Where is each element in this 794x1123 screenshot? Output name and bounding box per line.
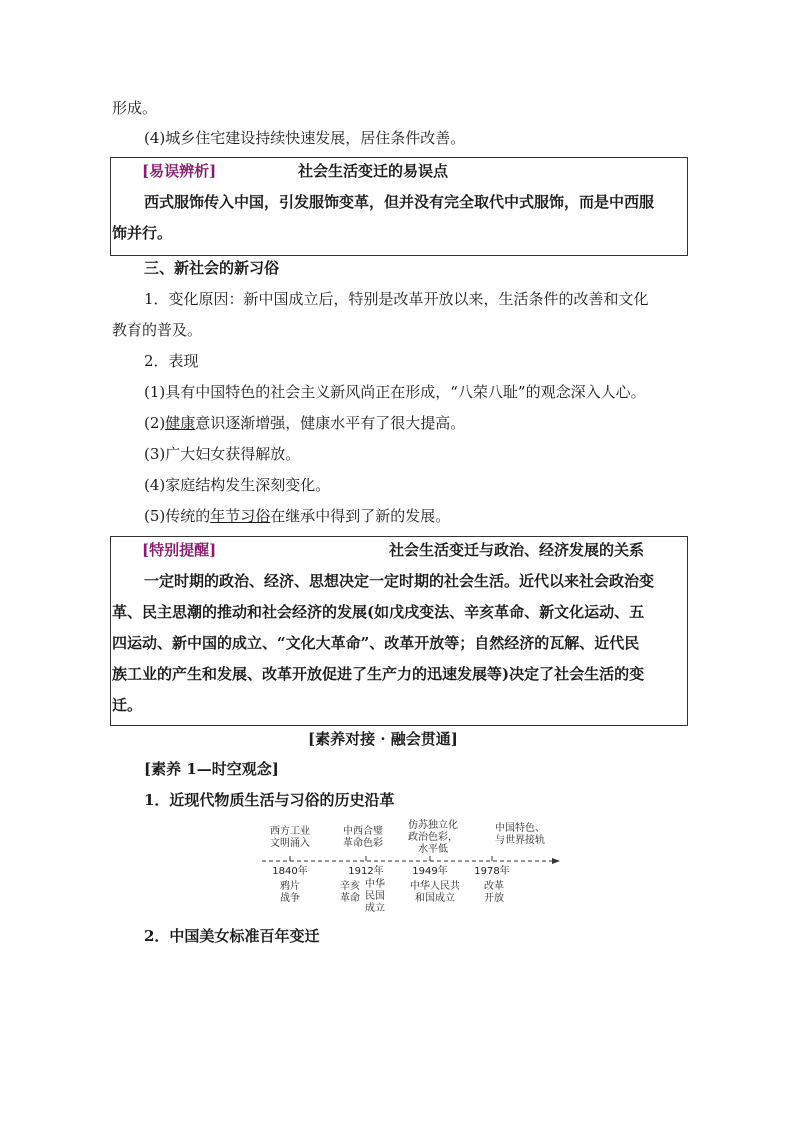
box-body-line: 迁。 bbox=[112, 696, 143, 714]
item-heading: 1．近现代物质生活与习俗的历史沿革 bbox=[144, 791, 395, 809]
timeline-below-label: 鸦片 战争 bbox=[280, 881, 300, 904]
text-line: (4)家庭结构发生深刻变化。 bbox=[144, 476, 331, 494]
section-heading: 三、新社会的新习俗 bbox=[144, 259, 280, 277]
text-line: (2)健康意识逐渐增强，健康水平有了很大提高。 bbox=[144, 414, 466, 432]
timeline-above-label: 西方工业 文明涌入 bbox=[270, 826, 310, 849]
underlined-term: 健康 bbox=[165, 414, 196, 432]
timeline-below-label: 中华 民国 成立 bbox=[365, 879, 385, 914]
box-tag: [特别提醒] bbox=[142, 541, 217, 559]
box-body-line: 四运动、新中国的成立、“文化大革命”、改革开放等；自然经济的瓦解、近代民 bbox=[112, 634, 640, 652]
box-body-line: 革、民主思潮的推动和社会经济的发展(如戊戌变法、辛亥革命、新文化运动、五 bbox=[112, 603, 645, 621]
timeline-year: 1978年 bbox=[474, 866, 510, 877]
timeline-below-label: 中华人民共 和国成立 bbox=[410, 881, 460, 904]
box-body-line: 饰并行。 bbox=[112, 224, 173, 242]
box-body-line: 西式服饰传入中国，引发服饰变革，但并没有完全取代中式服饰，而是中西服 bbox=[144, 193, 655, 211]
timeline-diagram bbox=[260, 818, 570, 918]
timeline-above-label: 中西合璧 革命色彩 bbox=[343, 826, 383, 849]
text-line: (3)广大妇女获得解放。 bbox=[144, 445, 301, 463]
timeline-above-label: 仿苏独立化 政治色彩， 水平低 bbox=[408, 820, 458, 855]
timeline-below-label: 辛亥 革命 bbox=[340, 881, 360, 904]
special-reminder-box bbox=[110, 536, 688, 726]
underlined-term: 年节习俗 bbox=[210, 507, 271, 525]
text-line: 2．表现 bbox=[144, 352, 199, 370]
text-line: 1．变化原因：新中国成立后，特别是改革开放以来，生活条件的改善和文化 bbox=[144, 290, 649, 308]
text-line: 教育的普及。 bbox=[112, 321, 203, 339]
timeline-above-label: 中国特色、 与世界接轨 bbox=[495, 823, 545, 846]
box-body-line: 族工业的产生和发展、改革开放促进了生产力的迅速发展等)决定了社会生活的变 bbox=[112, 665, 645, 683]
box-title: 社会生活变迁的易误点 bbox=[298, 162, 449, 180]
box-body-line: 一定时期的政治、经济、思想决定一定时期的社会生活。近代以来社会政治变 bbox=[144, 572, 655, 590]
text-line: (5)传统的年节习俗在继承中得到了新的发展。 bbox=[144, 507, 451, 525]
timeline-year: 1912年 bbox=[348, 866, 384, 877]
timeline-year: 1840年 bbox=[272, 866, 308, 877]
item-heading: 2．中国美女标准百年变迁 bbox=[144, 927, 320, 945]
box-title: 社会生活变迁与政治、经济发展的关系 bbox=[389, 541, 645, 559]
mistake-analysis-box bbox=[110, 157, 688, 256]
box-tag: [易误辨析] bbox=[142, 162, 217, 180]
text-line: 形成。 bbox=[112, 99, 158, 117]
subsection-title: [素养 1—时空观念] bbox=[144, 760, 279, 778]
text-line: (1)具有中国特色的社会主义新风尚正在形成，“八荣八耻”的观念深入人心。 bbox=[144, 383, 646, 401]
text-line: (4)城乡住宅建设持续快速发展，居住条件改善。 bbox=[144, 129, 466, 147]
timeline-year: 1949年 bbox=[412, 866, 448, 877]
section-title: [素养对接 · 融会贯通] bbox=[308, 730, 458, 748]
timeline-below-label: 改革 开放 bbox=[484, 881, 504, 904]
